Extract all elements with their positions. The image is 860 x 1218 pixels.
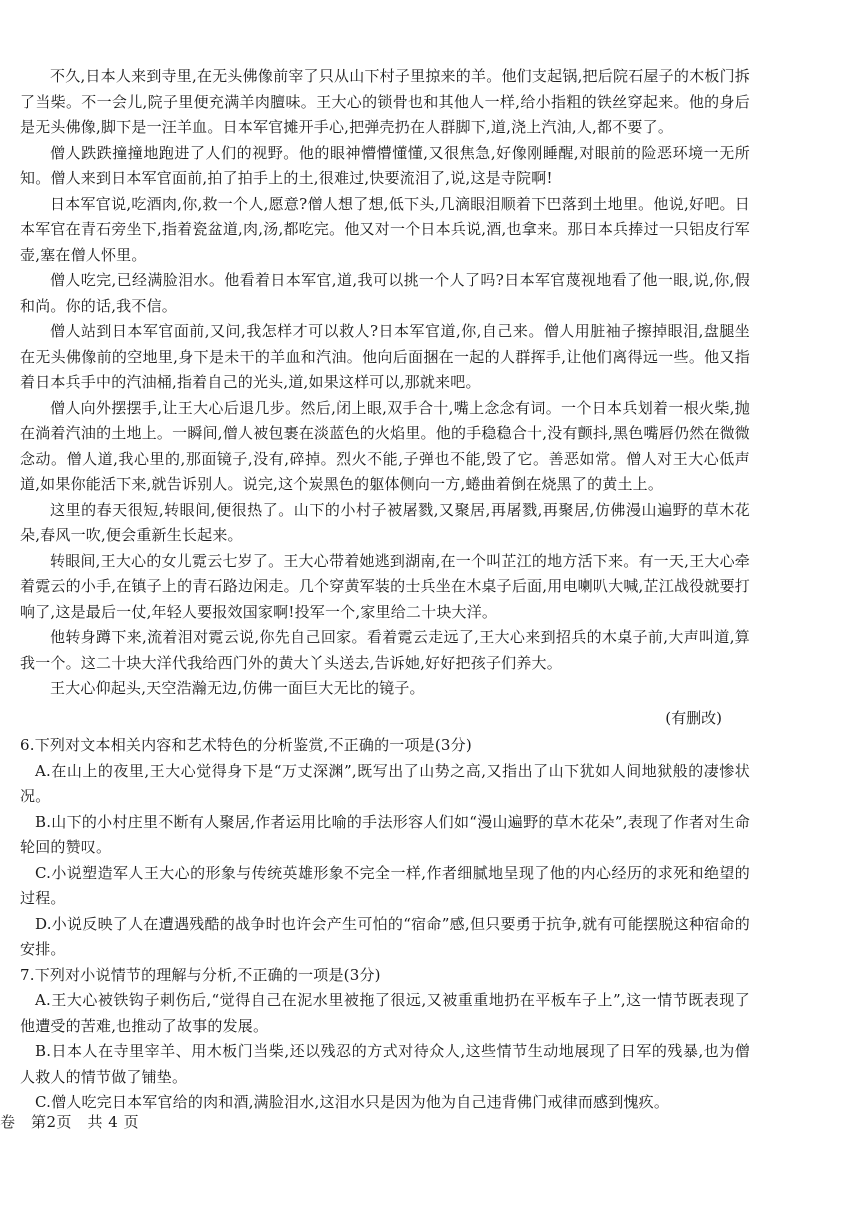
option-a: A.在山上的夜里,王大心觉得身下是“万丈深渊”,既写出了山势之高,又指出了山下犹如人间地狱般的凄惨状况。 — [20, 761, 750, 805]
passage — [20, 64, 750, 731]
option-c: C.僧人吃完日本军官给的肉和酒,满脸泪水,这泪水只是因为他为自己违背佛门戒律而感到愧疚。 — [35, 1093, 670, 1111]
option-b: B.山下的小村庄里不断有人聚居,作者运用比喻的手法形容人们如“漫山遍野的草木花朵”,表现了作者对生命轮回的赞叹。 — [20, 812, 750, 856]
passage-paragraph: 僧人跌跌撞撞地跑进了人们的视野。他的眼神懵懵懂懂,又很焦急,好像刚睡醒,对眼前的险恶环境一无所知。僧人来到日本军官面前,拍了拍手上的土,很难过,快要流泪了,说,这是寺院啊! — [20, 143, 750, 187]
passage-paragraph: 僧人站到日本军官面前,又问,我怎样才可以救人?日本军官道,你,自己来。僧人用脏袖子擦掉眼泪,盘腿坐在无头佛像前的空地里,身下是未干的羊血和汽油。他向后面捆在一起的人群挥手,让他们离得远一些。他又指着日本兵手中的汽油桶,指着自己的光头,道,如果这样可以,那就来吧。 — [20, 322, 750, 391]
source-note: (有删改) — [665, 708, 722, 727]
question-6 — [20, 733, 750, 963]
passage-paragraph: 这里的春天很短,转眼间,便很热了。山下的小村子被屠戮,又聚居,再屠戮,再聚居,仿佛漫山遍野的草木花朵,春风一吹,便会重新生长起来。 — [20, 500, 750, 544]
option-a: A.王大心被铁钩子刺伤后,“觉得自己在泥水里被拖了很远,又被重重地扔在平板车子上”,这一情节既表现了他遭受的苦难,也推动了故事的发展。 — [20, 991, 750, 1035]
passage-paragraph: 他转身蹲下来,流着泪对霓云说,你先自己回家。看着霓云走远了,王大心来到招兵的木桌子前,大声叫道,算我一个。这二十块大洋代我给西门外的黄大丫头送去,告诉她,好好把孩子们养大。 — [20, 628, 750, 672]
passage-paragraph: 僧人向外摆摆手,让王大心后退几步。然后,闭上眼,双手合十,嘴上念念有词。一个日本兵划着一根火柴,抛在淌着汽油的土地上。一瞬间,僧人被包裹在淡蓝色的火焰里。他的手稳稳合十,没有颤抖,黑色嘴唇仍然在微微念动。僧人道,我心里的,那面镜子,没有,碎掉。烈火不能,子弹也不能,毁了它。善恶如常。僧人对王大心低声道,如果你能活下来,就告诉别人。说完,这个炭黑色的躯体侧向一方,蜷曲着倒在烧黑了的黄土上。 — [20, 398, 750, 493]
question-stem: 6.下列对文本相关内容和艺术特色的分析鉴赏,不正确的一项是(3分) — [20, 736, 472, 754]
passage-paragraph: 王大心仰起头,天空浩瀚无边,仿佛一面巨大无比的镜子。 — [50, 679, 425, 697]
option-d: D.小说反映了人在遭遇残酷的战争时也许会产生可怕的“宿命”感,但只要勇于抗争,就有可能摆脱这种宿命的安排。 — [20, 914, 750, 958]
option-b: B.日本人在寺里宰羊、用木板门当柴,还以残忍的方式对待众人,这些情节生动地展现了日军的残暴,也为僧人救人的情节做了铺垫。 — [20, 1042, 750, 1086]
page-footer: 卷 第2页 共 4 页 — [0, 1113, 140, 1131]
page-content — [20, 64, 750, 1116]
passage-paragraph: 不久,日本人来到寺里,在无头佛像前宰了只从山下村子里掠来的羊。他们支起锅,把后院石屋子的木板门拆了当柴。不一会儿,院子里便充满羊肉膻味。王大心的锁骨也和其他人一样,给小指粗的铁丝穿起来。他的身后是无头佛像,脚下是一汪羊血。日本军官摊开手心,把弹壳扔在人群脚下,道,浇上汽油,人,都不要了。 — [20, 67, 750, 136]
passage-paragraph: 日本军官说,吃酒肉,你,救一个人,愿意?僧人想了想,低下头,几滴眼泪顺着下巴落到土地里。他说,好吧。日本军官在青石旁坐下,指着瓷盆道,肉,汤,都吃完。他又对一个日本兵说,酒,也拿来。那日本兵捧过一只铝皮行军壶,塞在僧人怀里。 — [20, 194, 750, 264]
passage-paragraph: 转眼间,王大心的女儿霓云七岁了。王大心带着她逃到湖南,在一个叫芷江的地方活下来。有一天,王大心牵着霓云的小手,在镇子上的青石路边闲走。几个穿黄军装的士兵坐在木桌子后面,用电喇叭大喊,芷江战役就要打响了,这是最后一仗,年轻人要报效国家啊!投军一个,家里给二十块大洋。 — [20, 551, 750, 621]
question-7 — [20, 963, 750, 1116]
question-stem: 7.下列对小说情节的理解与分析,不正确的一项是(3分) — [20, 965, 381, 984]
option-c: C.小说塑造军人王大心的形象与传统英雄形象不完全一样,作者细腻地呈现了他的内心经历的求死和绝望的过程。 — [20, 863, 750, 907]
passage-paragraph: 僧人吃完,已经满脸泪水。他看着日本军官,道,我可以挑一个人了吗?日本军官蔑视地看了他一眼,说,你,假和尚。你的话,我不信。 — [20, 271, 750, 315]
